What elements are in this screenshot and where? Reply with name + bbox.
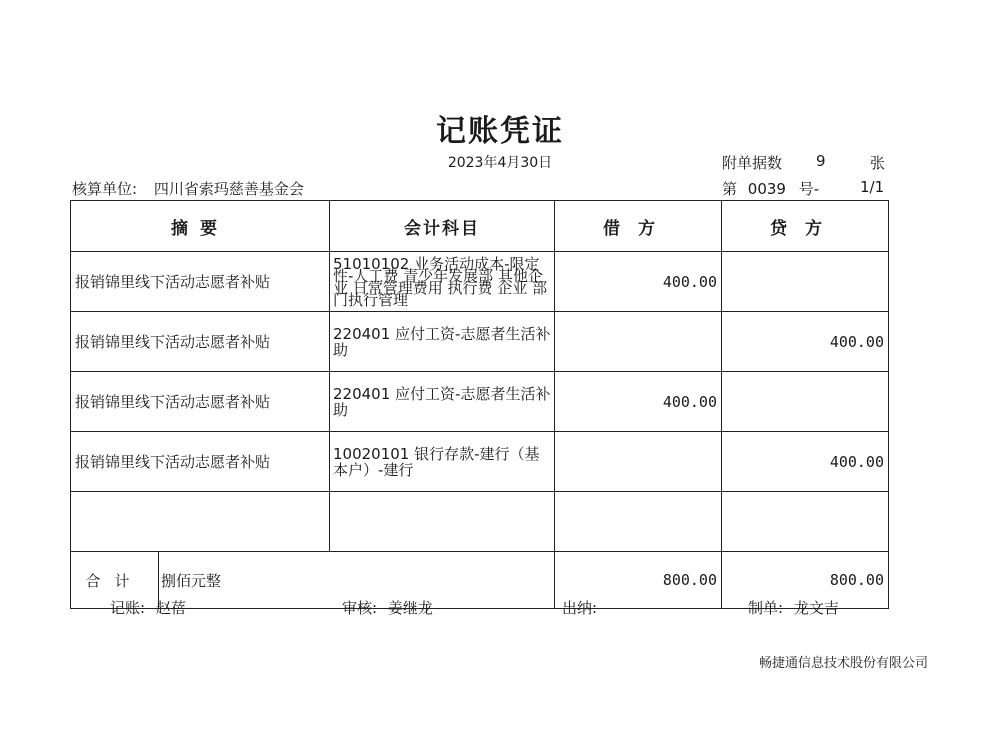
unit-label: 核算单位: — [72, 180, 138, 198]
voucher-date: 2023年4月30日 — [447, 155, 553, 171]
total-credit: 800.00 — [722, 552, 889, 609]
header-summary: 摘要 — [71, 201, 330, 252]
row-account: 220401 应付工资-志愿者生活补助 — [330, 312, 555, 372]
row-summary — [71, 492, 330, 552]
reviewer-signature — [342, 597, 433, 618]
voucher-title: 记账凭证 — [436, 114, 564, 149]
total-amount-words: 捌佰元整 — [159, 552, 555, 609]
row-summary: 报销锦里线下活动志愿者补贴 — [71, 372, 330, 432]
preparer-signature — [748, 597, 839, 618]
number-prefix: 第 — [722, 180, 738, 198]
row-credit: 400.00 — [722, 432, 889, 492]
reviewer-label: 审核: — [342, 599, 378, 617]
table-row — [71, 252, 889, 312]
header-credit: 贷方 — [722, 201, 889, 252]
bookkeeper-name: 赵蓓 — [155, 599, 186, 617]
row-credit — [722, 252, 889, 312]
cashier-label: 出纳: — [562, 599, 598, 617]
row-summary: 报销锦里线下活动志愿者补贴 — [71, 252, 330, 312]
reviewer-name: 姜继龙 — [387, 599, 433, 617]
row-debit: 400.00 — [555, 252, 722, 312]
table-row — [71, 492, 889, 552]
bookkeeper-signature — [110, 597, 186, 618]
row-credit: 400.00 — [722, 312, 889, 372]
row-debit: 400.00 — [555, 372, 722, 432]
table-row — [71, 372, 889, 432]
row-credit — [722, 372, 889, 432]
number-suffix: 号- — [798, 180, 820, 198]
row-debit — [555, 492, 722, 552]
attachments-count: 9 — [816, 152, 826, 170]
software-company: 畅捷通信息技术股份有限公司 — [758, 656, 928, 671]
row-summary: 报销锦里线下活动志愿者补贴 — [71, 312, 330, 372]
header-debit: 借方 — [555, 201, 722, 252]
voucher-number — [722, 178, 819, 199]
preparer-name: 龙文吉 — [793, 599, 839, 617]
row-account — [330, 492, 555, 552]
row-summary: 报销锦里线下活动志愿者补贴 — [71, 432, 330, 492]
header-account: 会计科目 — [330, 201, 555, 252]
row-account: 51010102 业务活动成本-限定性-人工费 青少年发展部 其他企业 日常管理费用 执行费 企业 部门执行管理 — [330, 252, 555, 312]
row-credit — [722, 492, 889, 552]
attachments-label: 附单据数 — [722, 154, 783, 172]
table-row — [71, 432, 889, 492]
page-indicator: 1/1 — [860, 178, 885, 196]
preparer-label: 制单: — [748, 599, 784, 617]
table-row — [71, 312, 889, 372]
attachments-unit: 张 — [870, 154, 886, 172]
row-debit — [555, 432, 722, 492]
row-debit — [555, 312, 722, 372]
accounting-unit — [72, 178, 304, 199]
total-label: 合计 — [71, 552, 159, 609]
voucher-table — [70, 200, 889, 609]
total-debit: 800.00 — [555, 552, 722, 609]
number-value: 0039 — [747, 180, 786, 198]
cashier-signature — [562, 597, 603, 618]
bookkeeper-label: 记账: — [110, 599, 146, 617]
row-account: 220401 应付工资-志愿者生活补助 — [330, 372, 555, 432]
unit-name: 四川省索玛慈善基金会 — [153, 180, 304, 198]
row-account: 10020101 银行存款-建行（基本户）-建行 — [330, 432, 555, 492]
